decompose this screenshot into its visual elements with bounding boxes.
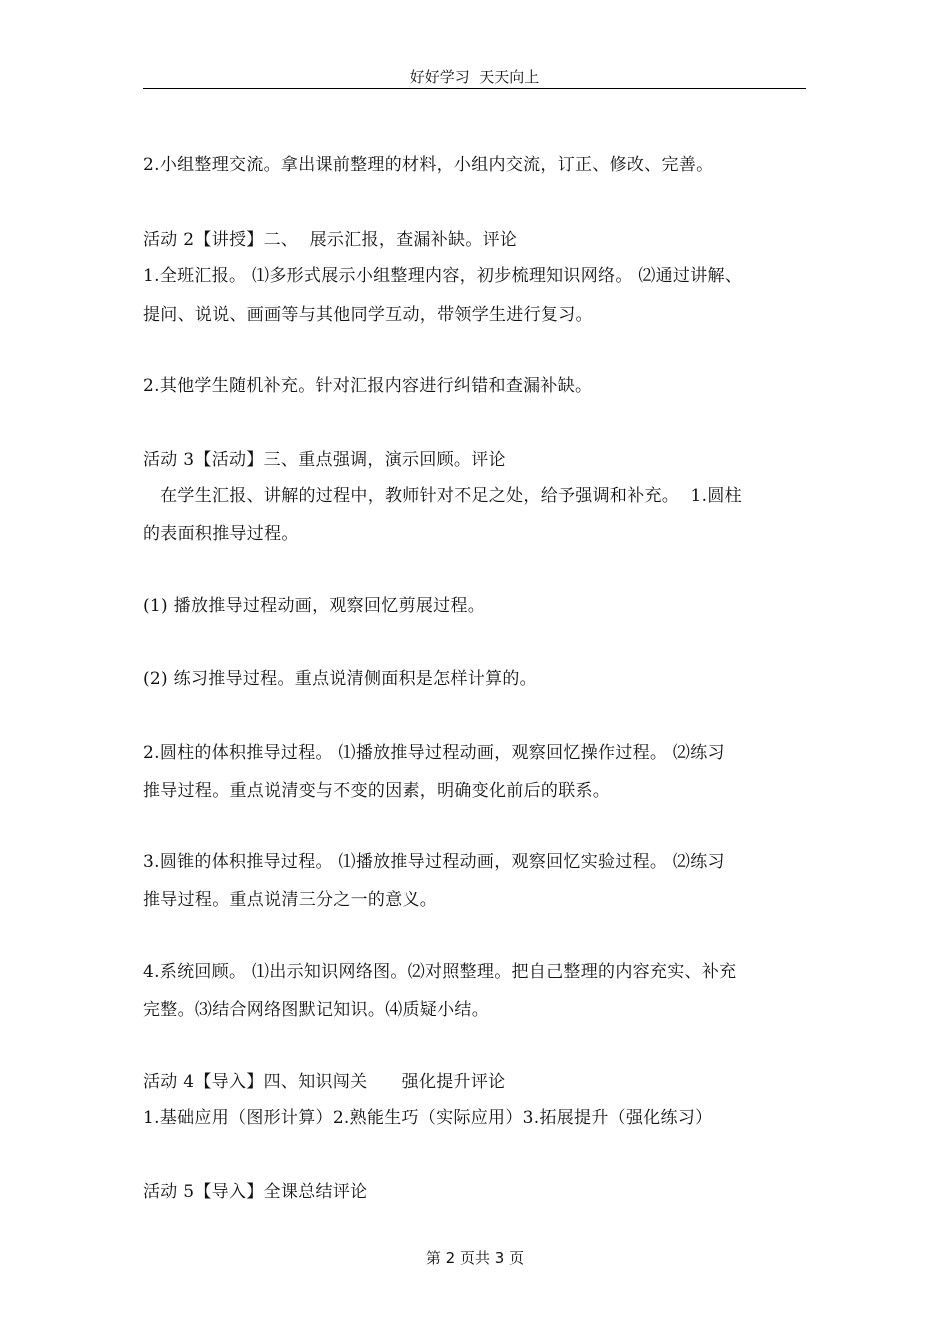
paragraph-line: 3.圆锥的体积推导过程。 ⑴播放推导过程动画，观察回忆实验过程。 ⑵练习: [143, 852, 725, 872]
activity-heading: 活动 2【讲授】二、 展示汇报，查漏补缺。评论: [143, 230, 518, 250]
paragraph-line: 推导过程。重点说清变与不变的因素，明确变化前后的联系。: [143, 781, 611, 801]
paragraph-line: 提问、说说、画画等与其他同学互动，带领学生进行复习。: [143, 305, 593, 325]
activity-heading: 活动 3【活动】三、重点强调，演示回顾。评论: [143, 450, 506, 470]
activity-heading: 活动 5【导入】全课总结评论: [143, 1182, 368, 1202]
activity-heading: 活动 4【导入】四、知识闯关 强化提升评论: [143, 1072, 506, 1092]
paragraph-line: 在学生汇报、讲解的过程中，教师针对不足之处，给予强调和补充。 1.圆柱: [143, 486, 742, 506]
paragraph-line: (2) 练习推导过程。重点说清侧面积是怎样计算的。: [143, 669, 537, 689]
paragraph-line: (1) 播放推导过程动画，观察回忆剪展过程。: [143, 596, 486, 616]
paragraph-line: 的表面积推导过程。: [143, 524, 299, 544]
paragraph-line: 推导过程。重点说清三分之一的意义。: [143, 890, 438, 910]
paragraph-line: 2.小组整理交流。拿出课前整理的材料，小组内交流，订正、修改、完善。: [143, 155, 714, 175]
paragraph-line: 1.全班汇报。 ⑴多形式展示小组整理内容，初步梳理知识网络。 ⑵通过讲解、: [143, 266, 743, 286]
page-footer: 第 2 页共 3 页: [425, 1249, 525, 1267]
paragraph-line: 2.圆柱的体积推导过程。 ⑴播放推导过程动画，观察回忆操作过程。 ⑵练习: [143, 743, 725, 763]
paragraph-line: 4.系统回顾。 ⑴出示知识网络图。⑵对照整理。把自己整理的内容充实、补充: [143, 962, 737, 982]
paragraph-line: 2.其他学生随机补充。针对汇报内容进行纠错和查漏补缺。: [143, 376, 593, 396]
paragraph-line: 完整。⑶结合网络图默记知识。⑷质疑小结。: [143, 1000, 489, 1020]
paragraph-line: 1.基础应用（图形计算）2.熟能生巧（实际应用）3.拓展提升（强化练习）: [143, 1108, 713, 1128]
page-header: 好好学习 天天向上: [143, 66, 806, 89]
